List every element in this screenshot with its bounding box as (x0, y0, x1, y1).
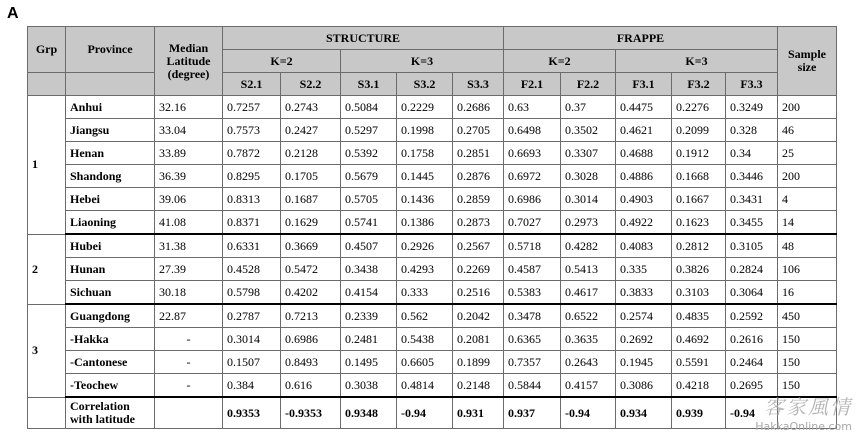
province-cell: -Cantonese (66, 351, 155, 374)
frappe-value-cell: 0.5844 (504, 374, 561, 398)
header-f21: F2.1 (504, 73, 561, 96)
structure-value-cell: 0.2851 (453, 142, 504, 165)
frappe-value-cell: 0.335 (616, 258, 672, 281)
sample-size-cell: 106 (778, 258, 837, 281)
structure-value-cell: 0.8295 (223, 165, 281, 188)
sample-size-cell: 48 (778, 234, 837, 258)
correlation-structure-value: 0.931 (453, 397, 504, 429)
structure-value-cell: 0.1386 (397, 211, 453, 235)
structure-value-cell: 0.5705 (341, 188, 397, 211)
correlation-frappe-value: -0.94 (726, 397, 778, 429)
frappe-value-cell: 0.3307 (561, 142, 616, 165)
frappe-value-cell: 0.3028 (561, 165, 616, 188)
correlation-label: Correlation with latitude (66, 397, 155, 429)
sample-size-cell: 46 (778, 119, 837, 142)
table-row (28, 328, 837, 351)
header-blank-grp (28, 73, 66, 96)
correlation-structure-value: 0.9353 (223, 397, 281, 429)
table-row (28, 119, 837, 142)
sample-size-cell: 200 (778, 96, 837, 119)
frappe-value-cell: 0.3105 (726, 234, 778, 258)
structure-value-cell: 0.7872 (223, 142, 281, 165)
group-cell: 1 (28, 96, 66, 235)
header-s33: S3.3 (453, 73, 504, 96)
header-frappe-k3: K=3 (616, 50, 778, 73)
frappe-value-cell: 0.4922 (616, 211, 672, 235)
structure-value-cell: 0.7213 (281, 304, 341, 328)
header-f31: F3.1 (616, 73, 672, 96)
province-cell: -Hakka (66, 328, 155, 351)
frappe-value-cell: 0.2276 (672, 96, 726, 119)
frappe-value-cell: 0.37 (561, 96, 616, 119)
correlation-row (28, 397, 837, 429)
header-s22: S2.2 (281, 73, 341, 96)
province-cell: Guangdong (66, 304, 155, 328)
frappe-value-cell: 0.2824 (726, 258, 778, 281)
frappe-value-cell: 0.4587 (504, 258, 561, 281)
frappe-value-cell: 0.3826 (672, 258, 726, 281)
header-blank-province (66, 73, 155, 96)
frappe-value-cell: 0.2692 (616, 328, 672, 351)
structure-value-cell: 0.2787 (223, 304, 281, 328)
structure-value-cell: 0.4154 (341, 281, 397, 305)
frappe-value-cell: 0.3833 (616, 281, 672, 305)
frappe-value-cell: 0.2695 (726, 374, 778, 398)
structure-value-cell: 0.1758 (397, 142, 453, 165)
structure-value-cell: 0.3038 (341, 374, 397, 398)
header-grp: Grp (28, 27, 66, 73)
sample-size-cell: 14 (778, 211, 837, 235)
panel-label: A (7, 5, 19, 22)
structure-value-cell: 0.5472 (281, 258, 341, 281)
province-cell: -Teochew (66, 374, 155, 398)
frappe-value-cell: 0.1668 (672, 165, 726, 188)
latitude-cell: 41.08 (155, 211, 223, 235)
latitude-cell: 27.39 (155, 258, 223, 281)
structure-value-cell: 0.6986 (281, 328, 341, 351)
frappe-value-cell: 0.4083 (616, 234, 672, 258)
structure-value-cell: 0.2081 (453, 328, 504, 351)
watermark-logo-text: 客家風情 (764, 395, 852, 419)
sample-size-cell: 16 (778, 281, 837, 305)
frappe-value-cell: 0.5591 (672, 351, 726, 374)
frappe-value-cell: 0.6498 (504, 119, 561, 142)
frappe-value-cell: 0.5383 (504, 281, 561, 305)
structure-value-cell: 0.2876 (453, 165, 504, 188)
header-structure-k2: K=2 (223, 50, 341, 73)
latitude-cell: - (155, 351, 223, 374)
province-cell: Jiangsu (66, 119, 155, 142)
table-row (28, 234, 837, 258)
structure-value-cell: 0.2516 (453, 281, 504, 305)
structure-value-cell: 0.2926 (397, 234, 453, 258)
latitude-cell: 39.06 (155, 188, 223, 211)
structure-value-cell: 0.2859 (453, 188, 504, 211)
province-cell: Hubei (66, 234, 155, 258)
correlation-frappe-value: 0.934 (616, 397, 672, 429)
structure-value-cell: 0.2873 (453, 211, 504, 235)
frappe-value-cell: 0.1945 (616, 351, 672, 374)
structure-value-cell: 0.2148 (453, 374, 504, 398)
frappe-value-cell: 0.5413 (561, 258, 616, 281)
structure-value-cell: 0.8493 (281, 351, 341, 374)
frappe-value-cell: 0.2574 (616, 304, 672, 328)
frappe-value-cell: 0.2643 (561, 351, 616, 374)
frappe-value-cell: 0.3103 (672, 281, 726, 305)
table-row (28, 165, 837, 188)
structure-value-cell: 0.384 (223, 374, 281, 398)
structure-value-cell: 0.1629 (281, 211, 341, 235)
frappe-value-cell: 0.7357 (504, 351, 561, 374)
structure-value-cell: 0.7257 (223, 96, 281, 119)
table-body (28, 96, 837, 429)
header-f33: F3.3 (726, 73, 778, 96)
structure-value-cell: 0.8313 (223, 188, 281, 211)
sample-size-cell: 4 (778, 188, 837, 211)
table-row (28, 374, 837, 398)
frappe-value-cell: 0.4692 (672, 328, 726, 351)
province-cell: Hebei (66, 188, 155, 211)
province-cell: Shandong (66, 165, 155, 188)
frappe-value-cell: 0.4886 (616, 165, 672, 188)
frappe-value-cell: 0.34 (726, 142, 778, 165)
correlation-lat-blank (155, 397, 223, 429)
frappe-value-cell: 0.4218 (672, 374, 726, 398)
province-cell: Henan (66, 142, 155, 165)
frappe-value-cell: 0.6986 (504, 188, 561, 211)
structure-value-cell: 0.5297 (341, 119, 397, 142)
table-row (28, 304, 837, 328)
structure-value-cell: 0.2269 (453, 258, 504, 281)
frappe-value-cell: 0.3635 (561, 328, 616, 351)
frappe-value-cell: 0.1912 (672, 142, 726, 165)
structure-value-cell: 0.1705 (281, 165, 341, 188)
latitude-cell: - (155, 374, 223, 398)
latitude-cell: 33.04 (155, 119, 223, 142)
structure-value-cell: 0.2567 (453, 234, 504, 258)
structure-value-cell: 0.1445 (397, 165, 453, 188)
structure-value-cell: 0.4293 (397, 258, 453, 281)
header-structure: STRUCTURE (223, 27, 504, 50)
frappe-value-cell: 0.63 (504, 96, 561, 119)
sample-size-cell: 200 (778, 165, 837, 188)
frappe-value-cell: 0.7027 (504, 211, 561, 235)
frappe-value-cell: 0.4903 (616, 188, 672, 211)
structure-value-cell: 0.3669 (281, 234, 341, 258)
structure-value-cell: 0.8371 (223, 211, 281, 235)
structure-value-cell: 0.4528 (223, 258, 281, 281)
structure-value-cell: 0.5679 (341, 165, 397, 188)
frappe-value-cell: 0.3086 (616, 374, 672, 398)
latitude-cell: 22.87 (155, 304, 223, 328)
structure-value-cell: 0.2229 (397, 96, 453, 119)
structure-value-cell: 0.1495 (341, 351, 397, 374)
structure-value-cell: 0.4202 (281, 281, 341, 305)
table-row (28, 351, 837, 374)
frappe-value-cell: 0.3431 (726, 188, 778, 211)
frappe-value-cell: 0.4157 (561, 374, 616, 398)
frappe-value-cell: 0.6522 (561, 304, 616, 328)
structure-value-cell: 0.7573 (223, 119, 281, 142)
sample-size-cell: 450 (778, 304, 837, 328)
table-row (28, 96, 837, 119)
structure-value-cell: 0.1507 (223, 351, 281, 374)
table-row (28, 211, 837, 235)
latitude-cell: - (155, 328, 223, 351)
structure-value-cell: 0.4507 (341, 234, 397, 258)
frappe-value-cell: 0.4835 (672, 304, 726, 328)
latitude-cell: 36.39 (155, 165, 223, 188)
header-sample-size: Sample size (778, 27, 837, 96)
structure-value-cell: 0.1899 (453, 351, 504, 374)
correlation-grp-blank (28, 397, 66, 429)
structure-value-cell: 0.2427 (281, 119, 341, 142)
frappe-value-cell: 0.1667 (672, 188, 726, 211)
header-frappe: FRAPPE (504, 27, 778, 50)
frappe-value-cell: 0.4688 (616, 142, 672, 165)
structure-value-cell: 0.562 (397, 304, 453, 328)
province-cell: Sichuan (66, 281, 155, 305)
frappe-value-cell: 0.3502 (561, 119, 616, 142)
structure-value-cell: 0.5741 (341, 211, 397, 235)
structure-value-cell: 0.2339 (341, 304, 397, 328)
frappe-value-cell: 0.4621 (616, 119, 672, 142)
structure-value-cell: 0.1436 (397, 188, 453, 211)
frappe-value-cell: 0.3064 (726, 281, 778, 305)
structure-value-cell: 0.6331 (223, 234, 281, 258)
latitude-cell: 32.16 (155, 96, 223, 119)
frappe-value-cell: 0.6693 (504, 142, 561, 165)
structure-value-cell: 0.2686 (453, 96, 504, 119)
latitude-cell: 33.89 (155, 142, 223, 165)
group-cell: 2 (28, 234, 66, 304)
table-row (28, 281, 837, 305)
header-frappe-k2: K=2 (504, 50, 616, 73)
structure-value-cell: 0.4814 (397, 374, 453, 398)
sample-size-cell: 150 (778, 374, 837, 398)
header-province: Province (66, 27, 155, 73)
correlation-frappe-value: 0.937 (504, 397, 561, 429)
header-f22: F2.2 (561, 73, 616, 96)
frappe-value-cell: 0.2973 (561, 211, 616, 235)
sample-size-cell: 25 (778, 142, 837, 165)
province-cell: Anhui (66, 96, 155, 119)
frappe-value-cell: 0.1623 (672, 211, 726, 235)
group-cell: 3 (28, 304, 66, 397)
table-row (28, 258, 837, 281)
frappe-value-cell: 0.4282 (561, 234, 616, 258)
structure-value-cell: 0.5438 (397, 328, 453, 351)
frappe-value-cell: 0.2616 (726, 328, 778, 351)
frappe-value-cell: 0.4617 (561, 281, 616, 305)
structure-value-cell: 0.5084 (341, 96, 397, 119)
ancestry-table (27, 26, 837, 429)
structure-value-cell: 0.2128 (281, 142, 341, 165)
structure-value-cell: 0.3438 (341, 258, 397, 281)
frappe-value-cell: 0.3014 (561, 188, 616, 211)
latitude-cell: 31.38 (155, 234, 223, 258)
frappe-value-cell: 0.328 (726, 119, 778, 142)
frappe-value-cell: 0.2099 (672, 119, 726, 142)
province-cell: Hunan (66, 258, 155, 281)
province-cell: Liaoning (66, 211, 155, 235)
header-median-latitude: Median Latitude (degree) (155, 27, 223, 96)
header-s31: S3.1 (341, 73, 397, 96)
structure-value-cell: 0.2743 (281, 96, 341, 119)
watermark-url: HakkaOnline.com (755, 420, 852, 433)
structure-value-cell: 0.2481 (341, 328, 397, 351)
structure-value-cell: 0.6605 (397, 351, 453, 374)
frappe-value-cell: 0.3478 (504, 304, 561, 328)
correlation-frappe-value: -0.94 (561, 397, 616, 429)
header-f32: F3.2 (672, 73, 726, 96)
structure-value-cell: 0.5798 (223, 281, 281, 305)
structure-value-cell: 0.1998 (397, 119, 453, 142)
frappe-value-cell: 0.3455 (726, 211, 778, 235)
frappe-value-cell: 0.2592 (726, 304, 778, 328)
correlation-structure-value: -0.94 (397, 397, 453, 429)
structure-value-cell: 0.2705 (453, 119, 504, 142)
frappe-value-cell: 0.5718 (504, 234, 561, 258)
latitude-cell: 30.18 (155, 281, 223, 305)
structure-value-cell: 0.616 (281, 374, 341, 398)
frappe-value-cell: 0.6972 (504, 165, 561, 188)
correlation-frappe-value: 0.939 (672, 397, 726, 429)
frappe-value-cell: 0.2464 (726, 351, 778, 374)
structure-value-cell: 0.333 (397, 281, 453, 305)
sample-size-cell: 150 (778, 351, 837, 374)
frappe-value-cell: 0.2812 (672, 234, 726, 258)
correlation-structure-value: 0.9348 (341, 397, 397, 429)
sample-size-cell: 150 (778, 328, 837, 351)
frappe-value-cell: 0.6365 (504, 328, 561, 351)
structure-value-cell: 0.5392 (341, 142, 397, 165)
structure-value-cell: 0.1687 (281, 188, 341, 211)
frappe-value-cell: 0.3249 (726, 96, 778, 119)
table-row (28, 188, 837, 211)
structure-value-cell: 0.3014 (223, 328, 281, 351)
frappe-value-cell: 0.3446 (726, 165, 778, 188)
correlation-structure-value: -0.9353 (281, 397, 341, 429)
header-s21: S2.1 (223, 73, 281, 96)
structure-value-cell: 0.2042 (453, 304, 504, 328)
table-row (28, 142, 837, 165)
watermark (755, 391, 852, 433)
frappe-value-cell: 0.4475 (616, 96, 672, 119)
header-s32: S3.2 (397, 73, 453, 96)
header-structure-k3: K=3 (341, 50, 504, 73)
